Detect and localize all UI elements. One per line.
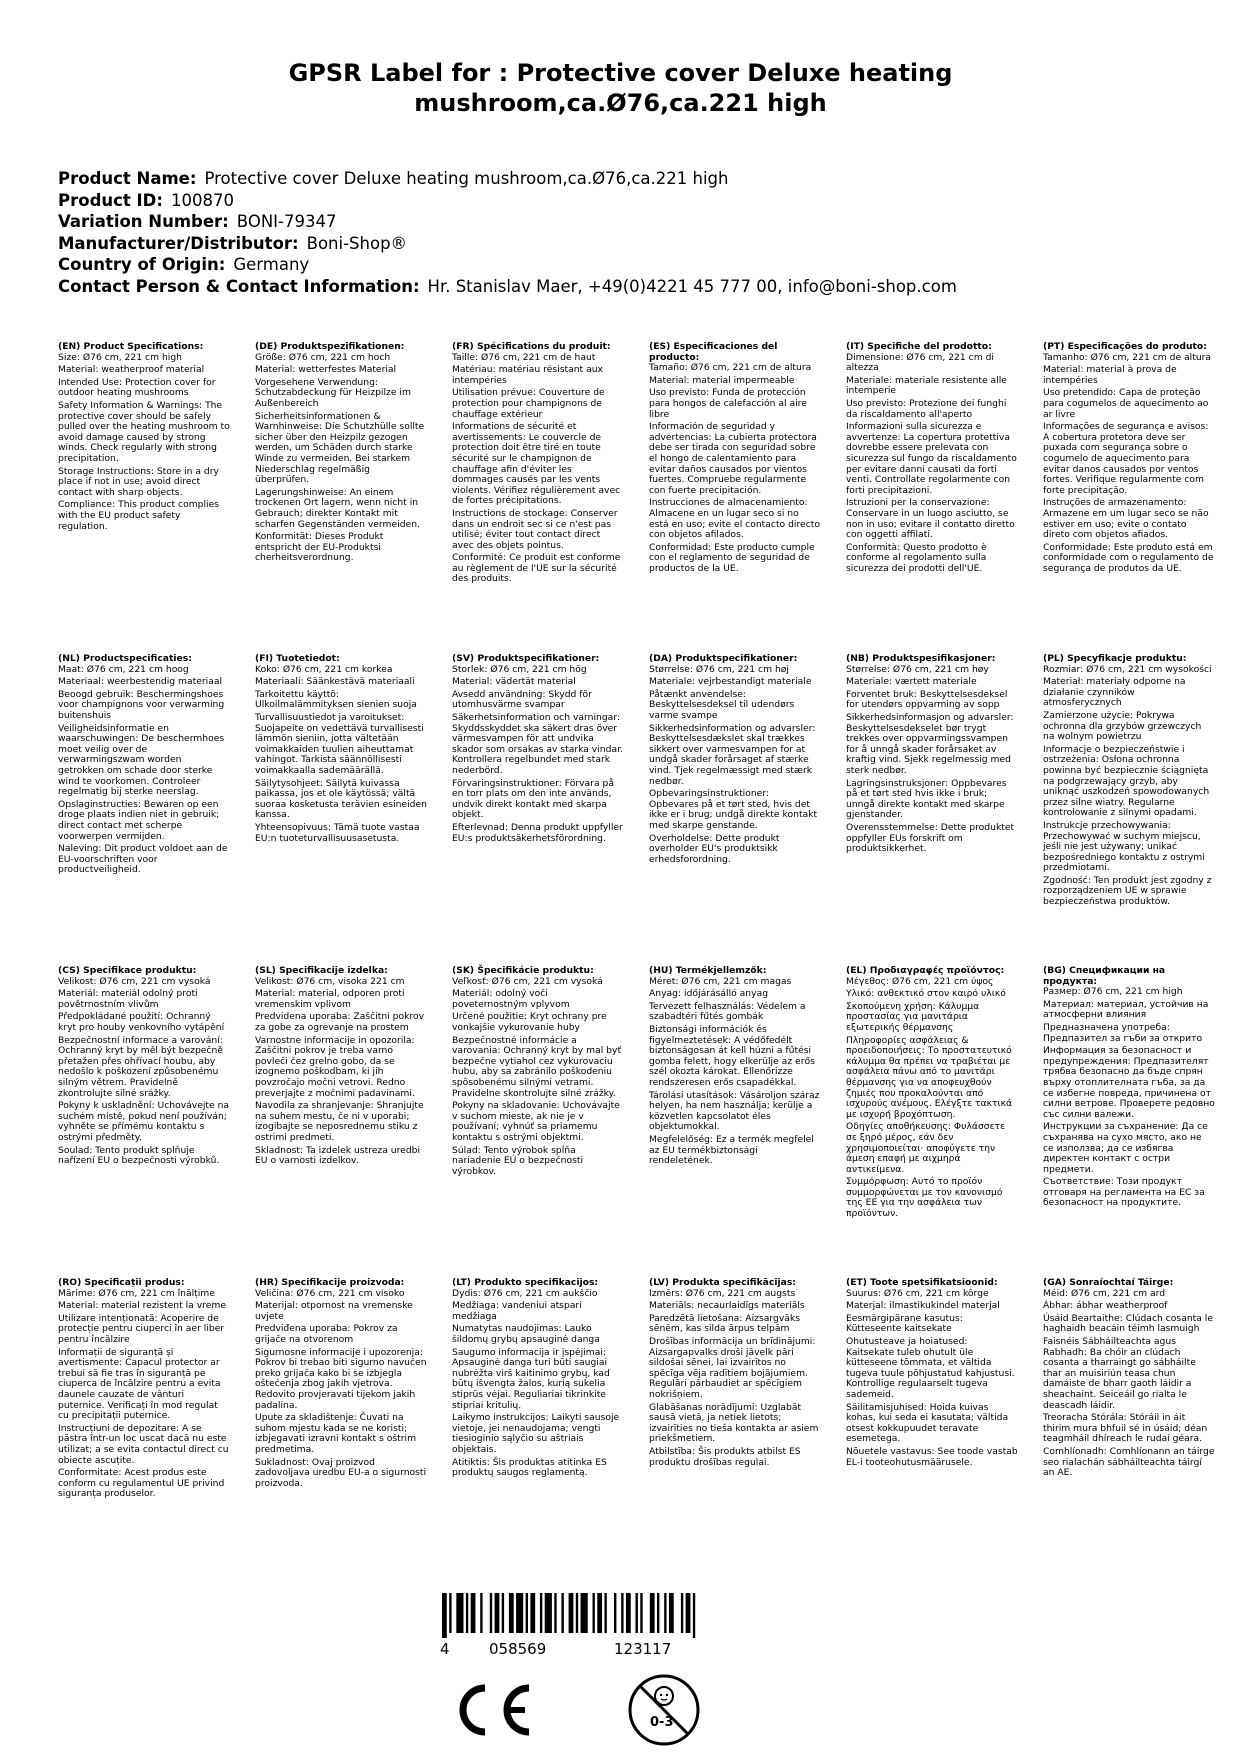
spec-line: Predvidena uporaba: Zaščitni pokrov za gobe za ogrevanje na prostem [255,1011,425,1033]
spec-line: Förvaringsinstruktioner: Förvara på en torr plats om den inte används, undvik direkt kontakt med skarpa objekt. [452,777,614,821]
spec-line: Velikost: Ø76 cm, 221 cm vysoká [58,975,211,987]
spec-line: Material: wetterfestes Material [255,364,397,376]
spec-line: Rozmiar: Ø76 cm, 221 cm wysokości [1043,663,1212,675]
spec-block [58,966,230,1169]
info-label: Contact Person & Contact Information: [58,276,420,296]
spec-line: Efterlevnad: Denna produkt uppfyller EU:s produktsäkerhetsförordning. [452,821,623,844]
spec-block [846,1278,1018,1470]
barcode-bar [509,1593,514,1633]
spec-line: Méid: Ø76 cm, 221 cm ard [1043,1287,1166,1299]
spec-line: Dydis: Ø76 cm, 221 cm aukščio [452,1287,598,1299]
spec-line: Conformité: Ce produit est conforme au règlement de l'UE sur la sécurité des produits. [452,552,621,585]
spec-line: Faisnéis Sábháilteachta agus Rabhadh: Ba chóir an clúdach cosanta a tharraingt go sábháilte thar an muisiriún teasa chun damáiste de bharr gaoth láidir a sheachaint. Seiceáil go rialta le deascadh láidir. [1043,1335,1196,1411]
spec-line: Izmērs: Ø76 cm, 221 cm augsts [649,1287,796,1299]
spec-heading: (PT) Especificações do produto: [1043,341,1207,352]
barcode-bar [540,1593,542,1633]
spec-line: Úsáid Beartaithe: Clúdach cosanta le haghaidh beacáin téimh lasmuigh [1043,1312,1214,1335]
title-line-1: GPSR Label for : Protective cover Deluxe heating [288,59,953,87]
spec-block [452,654,624,846]
info-label: Product ID: [58,190,163,210]
info-value: Hr. Stanislav Maer, +49(0)4221 45 777 00, info@boni-shop.com [427,276,957,296]
spec-line: Turvallisuustiedot ja varoitukset: Suojapeite on vedettävä turvallisesti lämmön sieniin, jotta vältetään voimakkaiden tuulien aiheuttamat vahingot. Tarkista säännöllisesti voimakkaalla sademäärällä. [255,711,424,776]
spec-heading: (HU) Termékjellemzők: [649,965,767,976]
barcode-digits-mid: 058569 [489,1640,547,1658]
spec-line: Upute za skladištenje: Čuvati na suhom mjestu kada se ne koristi; izbjegavati izravni kontakt s oštrim predmetima. [255,1412,417,1455]
spec-heading: (NB) Produktspesifikasjoner: [846,653,996,664]
barcode-digits-right: 123117 [614,1640,672,1658]
spec-block [846,966,1018,1222]
ce-mark-icon [455,1682,535,1738]
spec-line: Avsedd användning: Skydd för utomhusvärme svampar [452,688,592,711]
spec-heading: (SL) Specifikacije izdelka: [255,965,388,976]
spec-line: Instructions de stockage: Conserver dans un endroit sec si ce n'est pas utilisé; éviter tout contact direct avec des objets pointus. [452,507,618,551]
info-value: Boni-Shop® [306,233,408,253]
spec-block [255,1278,427,1491]
spec-line: Drošības informācija un brīdinājumi: Aizsargapvalks droši jāvelk pāri sildošai sēnei, lai izvairītos no spēcīga vēja radītiem bojājumiem. Regulāri pārbaudiet ar spēcīgiem nokrišņiem. [649,1335,816,1400]
barcode-bar [569,1593,574,1633]
spec-heading: (BG) Спецификации на продукта: [1043,965,1166,987]
spec-line: Skladnost: Ta izdelek ustreza uredbi EU o varnosti izdelkov. [255,1144,421,1167]
spec-block [1043,654,1215,910]
spec-line: Maat: Ø76 cm, 221 cm hoog [58,663,189,675]
info-value: 100870 [170,190,234,210]
spec-line: Μέγεθος: Ø76 cm, 221 cm ύψος [846,975,994,987]
spec-line: Material: material impermeable [649,374,795,386]
spec-line: Инструкции за съхранение: Да се съхранява на сухо място, ако не се използва; да се избягва директен контакт с остри предмети. [1043,1121,1208,1175]
barcode-bar [449,1593,451,1633]
spec-line: Comhlíonadh: Comhlíonann an táirge seo rialachán sábháilteachta táirgí an AE. [1043,1445,1215,1479]
spec-block [649,342,821,576]
spec-block [1043,342,1215,576]
spec-line: Sigurnosne informacije i upozorenja: Pokrov bi trebao biti sigurno navučen preko grijača kako bi se izbjegla oštećenja zbog jakih vjetrova. Redovito provjeravati tijekom jakih padalina. [255,1346,427,1411]
spec-heading: (IT) Specifiche del prodotto: [846,341,992,352]
spec-line: Conformidade: Este produto está em conformidade com o regulamento de segurança de produtos da UE. [1043,541,1214,574]
spec-line: Größe: Ø76 cm, 221 cm hoch [255,351,391,363]
barcode-bar [650,1593,655,1633]
spec-heading: (SK) Špecifikácie produktu: [452,965,594,976]
title-line-2: mushroom,ca.Ø76,ca.221 high [414,89,827,117]
spec-line: Størrelse: Ø76 cm, 221 cm høy [846,663,989,675]
info-row [58,233,957,255]
spec-line: Materiāls: necaurlaidīgs materiāls [649,1300,805,1312]
info-row [58,211,957,233]
info-row [58,168,957,190]
spec-line: Veiligheidsinformatie en waarschuwingen: De beschermhoes moet veilig over de verwarmingszwam worden getrokken om schade door sterke wind te voorkomen. Controleer regelmatig bij sterke neerslag. [58,722,225,798]
spec-block [649,1278,821,1470]
barcode-bar [490,1593,492,1633]
barcode-bar [636,1593,638,1633]
spec-line: Materiał: materiały odporne na działanie czynników atmosferycznych [1043,676,1186,709]
barcode-bar [576,1593,578,1633]
spec-line: Uso pretendido: Capa de proteção para cogumelos de aquecimento ao ar livre [1043,387,1209,420]
spec-line: Materiale: materiale resistente alle intemperie [846,374,1007,397]
spec-heading: (HR) Specifikacije proizvoda: [255,1277,405,1288]
spec-line: Medžiaga: vandeniui atspari medžiaga [452,1300,582,1322]
info-label: Product Name: [58,169,197,188]
spec-heading: (DE) Produktspezifikationen: [255,341,405,352]
spec-line: Материал: материал, устойчив на атмосферни влияния [1043,998,1209,1021]
spec-line: Laikymo instrukcijos: Laikyti sausoje vietoje, jei nenaudojama; vengti tiesioginio sąlyčio su aštriais objektais. [452,1412,620,1455]
spec-line: Navodila za shranjevanje: Shranjujte na suhem mestu, če ni v uporabi; izogibajte se neposrednemu stiku z ostrimi predmeti. [255,1100,424,1143]
spec-line: Materijal: otpornost na vremenske uvjete [255,1300,413,1322]
spec-line: Informazioni sulla sicurezza e avvertenze: La copertura protettiva dovrebbe essere prelevata con sicurezza sul fungo da riscaldamento per evitare danni causati da forti venti. Controllate regolarmente con forti precipitazioni. [846,421,1017,496]
spec-line: Glabāšanas norādījumi: Uzglabāt sausā vietā, ja netiek lietots; izvairīties no tieša kontakta ar asiem priekšmetiem. [649,1401,819,1445]
spec-heading: (ET) Toote spetsifikatsioonid: [846,1277,998,1288]
spec-heading: (FR) Spécifications du produit: [452,341,611,352]
barcode-bar [495,1593,500,1633]
spec-line: Varnostne informacije in opozorila: Zaščitni pokrov je treba varno povleči čez grelno gobo, da se izognemo poškodbam, ki jih povzročajo močni vetrovi. Redno preverjajte z močnimi padavinami. [255,1034,415,1099]
spec-block [846,342,1018,576]
info-row [58,254,957,276]
spec-line: Οδηγίες αποθήκευσης: Φυλάσσετε σε ξηρό μέρος, εάν δεν χρησιμοποιείται· αποφύγετε την άμεση επαφή με αιχμηρά αντικείμενα. [846,1121,1006,1175]
spec-line: Storlek: Ø76 cm, 221 cm hög [452,663,587,675]
spec-line: Overholdelse: Dette produkt overholder EU's produktsikk erhedsforordning. [649,832,780,865]
spec-block [58,342,230,534]
spec-line: Sikkerhedsinformation og advarsler: Beskyttelsesdækslet skal trækkes sikkert over varmesvampen for at undgå skader forårsaget af stærke vind. Tjek regelmæssigt med stærk nedbør. [649,722,816,787]
barcode-bar [545,1593,552,1633]
barcode-bar [626,1593,631,1633]
barcode-bar [664,1593,666,1633]
spec-line: Materiale: værtett materiale [846,676,977,688]
spec-line: Sikkerhedsinformasjon og advarsler: Beskyttelsesdekselet bør trygt trekkes over oppvarmingssvampen for å unngå skader forårsaket av kraftig vind. Sjekk regelmessig med sterk nedbør. [846,711,1014,776]
spec-block [255,654,427,846]
spec-line: Materiál: odolný voči poveternostným vplyvom [452,988,570,1010]
spec-line: Materiale: vejrbestandigt materiale [649,676,812,688]
spec-line: Utilisation prévue: Couverture de protection pour champignons de chauffage extérieur [452,387,605,420]
spec-line: Koko: Ø76 cm, 221 cm korkea [255,663,393,675]
barcode-bar [581,1593,588,1633]
spec-block [58,1278,230,1502]
spec-line: Συμμόρφωση: Αυτό το προϊόν συμμορφώνεται με τον κανονισμό της ΕΕ για την ασφάλεια των προϊόντων. [846,1176,1003,1220]
spec-heading: (FI) Tuotetiedot: [255,653,340,664]
spec-line: Størrelse: Ø76 cm, 221 cm høj [649,663,789,675]
spec-line: Säilitamisjuhised: Hoida kuivas kohas, kui seda ei kasutata; vältida otsest kokkupuudet teravate esemetega. [846,1401,1009,1445]
spec-line: Informations de sécurité et avertissements: Le couvercle de protection doit être tiré en toute sécurité sur le champignon de chauffage afin d'éviter les dommages causés par les vents violents. Vérifiez régulièrement avec de fortes précipitations. [452,421,621,507]
spec-line: Sukladnost: Ovaj proizvod zadovoljava uredbu EU-a o sigurnosti proizvoda. [255,1456,427,1489]
info-label: Variation Number: [58,212,229,231]
spec-heading: (CS) Specifikace produktu: [58,965,197,976]
spec-line: Lagerungshinweise: An einem trockenen Ort lagern, wenn nicht in Gebrauch; direkter Kontakt mit scharfen Gegenständen vermeiden. [255,486,420,530]
spec-line: Yhteensopivuus: Tämä tuote vastaa EU:n tuoteturvallisuusasetusta. [255,821,420,844]
spec-block [452,966,624,1179]
spec-line: Informații de siguranță și avertismente: Capacul protector ar trebui să fie tras în siguranță pe ciuperca de încălzire pentru a evita daunele cauzate de vânturi puternice. Verificați în mod regulat cu precipitații puternice. [58,1346,221,1422]
spec-line: Biztonsági információk és figyelmeztetések: A védőfedélt biztonságosan át kell húzni a fűtési gomba felett, hogy elkerülje az erős szél okozta károkat. Ellenőrizze rendszeresen erős csapadékkal. [649,1023,815,1088]
spec-line: Nõuetele vastavus: See toode vastab EL-i tooteohutusmäärusele. [846,1445,1018,1468]
info-label: Country of Origin: [58,255,226,274]
spec-line: Materjal: ilmastikukindel materjal [846,1300,1000,1312]
spec-block [1043,966,1215,1211]
spec-block [452,1278,624,1481]
spec-line: Beoogd gebruik: Beschermingshoes voor champignons voor verwarming buitenshuis [58,688,225,721]
barcode-bar [466,1593,468,1633]
spec-heading: (RO) Specificații produs: [58,1277,185,1288]
spec-line: Instrucțiuni de depozitare: A se păstra într-un loc uscat dacă nu este utilizat; a se evita contactul direct cu obiecte ascuțite. [58,1422,229,1466]
spec-line: Compliance: This product complies with the EU product safety regulation. [58,499,220,532]
spec-line: Pokyny na skladovanie: Uchovávajte v suchom mieste, ak nie je v používaní; vyhnúť sa priamemu kontaktu s ostrými objektmi. [452,1100,620,1143]
barcode-digits-left: 4 [440,1640,450,1658]
spec-line: Atitiktis: Šis produktas atitinka ES produktų saugos reglamentą. [452,1456,607,1479]
spec-heading: (EL) Προδιαγραφές προϊόντος: [846,965,1005,976]
spec-line: Υλικό: ανθεκτικό στον καιρό υλικό [846,988,1006,1000]
spec-line: Bezpečnostné informácie a varovania: Ochranný kryt by mal byť bezpečne vytiahol cez vykurovaciu hubu, aby sa zabránilo poškodeniu spôsobenému silnými vetrami. Pravidelne skontrolujte silné zrážky. [452,1034,622,1099]
spec-heading: (LT) Produkto specifikacijos: [452,1277,599,1288]
spec-line: Instruções de armazenamento: Armazene em um lugar seco se não estiver em uso; evite o contato direto com objetos afiados. [1043,497,1209,541]
spec-heading: (GA) Sonraíochtaí Táirge: [1043,1277,1174,1288]
spec-heading: (ES) Especificaciones del producto: [649,341,778,363]
spec-line: Zamierzone użycie: Pokrywa ochronna dla grzybów grzewczych na wolnym powietrzu [1043,709,1202,743]
spec-line: Tarkoitettu käyttö: Ulkoilmalämmityksen sienien suoja [255,688,417,711]
barcode-bar [561,1593,563,1633]
spec-line: Съответствие: Този продукт отговаря на регламента на ЕС за безопасност на продуктите. [1043,1176,1205,1209]
spec-block [649,654,821,867]
spec-line: Veľkosť: Ø76 cm, 221 cm vysoká [452,975,603,987]
spec-line: Materiál: materiál odolný proti povětrnostním vlivům [58,988,198,1010]
spec-line: Utilizare intenționată: Acoperire de protecție pentru ciuperci în aer liber pentru încălzire [58,1312,225,1345]
spec-line: Dimensione: Ø76 cm, 221 cm di altezza [846,351,994,374]
spec-heading: (PL) Specyfikacje produktu: [1043,653,1187,664]
spec-line: Предназначена употреба: Предпазител за гъби за открито [1043,1021,1203,1044]
barcode-bar [442,1593,447,1638]
barcode-bar [516,1593,523,1633]
spec-heading: (EN) Product Specifications: [58,341,204,352]
spec-line: Säkerhetsinformation och varningar: Skyddsskyddet ska säkert dras över värmesvampen för att undvika skador som orsakas av starka vindar. Kontrollera regelbundet med stark nederbörd. [452,711,623,776]
barcode-bar [530,1593,535,1633]
barcode-bar [471,1593,476,1633]
spec-line: Velikost: Ø76 cm, visoka 221 cm [255,975,405,987]
spec-line: Uso previsto: Protezione dei funghi da riscaldamento all'aperto [846,397,1007,420]
info-row [58,190,957,212]
spec-line: Material: vädertät material [452,676,576,688]
spec-line: Megfelelőség: Ez a termék megfelel az EU termékbiztonsági rendeletének. [649,1133,814,1167]
spec-line: Určené použitie: Kryt ochrany pre vonkajšie vykurovanie huby [452,1011,607,1033]
barcode-bar [640,1593,642,1633]
spec-line: Informações de segurança e avisos: A cobertura protetora deve ser puxada com segurança sobre o cogumelo de aquecimento para evitar danos causados por ventos fortes. Verifique regularmente com forte precipitação. [1043,421,1209,496]
spec-line: Conformidad: Este producto cumple con el reglamento de seguridad de productos de la UE. [649,541,815,574]
spec-heading: (LV) Produkta specifikācijas: [649,1277,796,1288]
spec-line: Instrucciones de almacenamiento: Almacene en un lugar seco si no está en uso; evite el contacto directo con objetos afilados. [649,497,820,541]
spec-line: Bezpečnostní informace a varování: Ochranný kryt by měl být bezpečně přetažen přes ohřívací houbu, aby nedošlo k poškození způsobenému silným větrem. Pravidelně zkontrolujte silné srážky. [58,1034,223,1099]
barcode-bar [554,1593,556,1633]
spec-line: Uso previsto: Funda de protección para hongos de calefacción al aire libre [649,387,807,420]
spec-line: Veličina: Ø76 cm, 221 cm visoko [255,1287,405,1299]
spec-line: Intended Use: Protection cover for outdoor heating mushrooms [58,376,216,399]
spec-line: Påtænkt anvendelse: Beskyttelsesdeksel til udendørs varme svampe [649,688,795,721]
barcode-bar [502,1593,504,1633]
spec-line: Méret: Ø76 cm, 221 cm magas [649,975,792,987]
spec-line: Size: Ø76 cm, 221 cm high [58,351,182,363]
barcode-bar [669,1593,674,1633]
spec-line: Anyag: időjárásálló anyag [649,988,769,1000]
barcode-bar [526,1593,528,1633]
spec-line: Předpokládané použití: Ochranný kryt pro houby venkovního vytápění [58,1011,225,1033]
info-value: BONI-79347 [236,212,337,231]
spec-line: Säilytysohjeet: Säilytä kuivassa paikassa, jos et ole käytössä; vältä suoraa kosketusta terävien esineiden kanssa. [255,777,427,821]
spec-line: Sicherheitsinformationen & Warnhinweise: Die Schutzhülle sollte sicher über den Heizpilz gezogen werden, um Schäden durch starke Winde zu vermeiden. Bei starkem Niederschlag regelmäßig überprüfen. [255,410,425,486]
spec-line: Storage Instructions: Store in a dry place if not in use; avoid direct contact with sharp objects. [58,465,219,498]
barcode-bar [621,1593,623,1633]
info-label: Manufacturer/Distributor: [58,233,299,253]
spec-line: Taille: Ø76 cm, 221 cm de haut [452,351,596,363]
spec-line: Predviđena uporaba: Pokrov za grijače na otvorenom [255,1323,398,1345]
spec-line: Conformità: Questo prodotto è conforme al regolamento sulla sicurezza dei prodotti dell'UE. [846,541,987,574]
spec-line: Opslaginstructies: Bewaren op een droge plaats indien niet in gebruik; direct contact met scherpe voorwerpen vermijden. [58,798,220,842]
spec-line: Suurus: Ø76 cm, 221 cm kõrge [846,1287,989,1299]
spec-line: Material: material rezistent la vreme [58,1300,226,1312]
barcode-bar [480,1593,482,1633]
no-children-0-3-icon [626,1672,702,1748]
info-value: Protective cover Deluxe heating mushroom,ca.Ø76,ca.221 high [204,169,729,188]
spec-line: Material: material, odporen proti vremenskim vplivom [255,988,405,1010]
spec-line: Mărime: Ø76 cm, 221 cm înălțime [58,1287,215,1299]
spec-line: Atbilstība: Šis produkts atbilst ES produktu drošības regulai. [649,1445,801,1468]
spec-block [255,966,427,1169]
spec-block [649,966,821,1169]
spec-block [846,654,1018,857]
spec-line: Pokyny k uskladnění: Uchovávejte na suchém místě, pokud není používán; vyhněte se přímému kontaktu s ostrými předměty. [58,1100,230,1143]
barcode-bar [657,1593,659,1633]
spec-line: Safety Information & Warnings: The protective cover should be safely pulled over the heating mushroom to avoid damage caused by strong winds. Check regularly with strong precipitation. [58,399,230,464]
spec-line: Saugumo informacija ir įspėjimai: Apsauginė danga turi būti saugiai nubrėžta virš kaitinimo grybų, kad būtų išvengta žalos, kurią sukelia stiprūs vėjai. Reguliariai tikrinkite stipriai kritulių. [452,1346,610,1411]
info-row [58,276,957,298]
spec-line: Tervezett felhasználás: Védelem a szabadtéri fűtés gombák [649,1000,806,1023]
barcode-bar [614,1593,616,1633]
barcode-bar [593,1593,595,1633]
spec-line: Konformität: Dieses Produkt entspricht der EU-Produktsi cherheitsverordnung. [255,531,384,564]
spec-line: Lagringsinstruksjoner: Oppbevares på et tørt sted hvis ikke i bruk; unngå direkte kontakt med skarpe gjenstander. [846,777,1007,821]
spec-line: Información de seguridad y advertencias: La cubierta protectora debe ser tirada con seguridad sobre el hongo de calentamiento para evitar daños causados por vientos fuertes. Compruebe regularmente con fuerte precipitación. [649,421,817,496]
label-title [0,58,1241,118]
spec-line: Ohutusteave ja hoiatused: Kaitsekate tuleb ohutult üle kütteseene tõmmata, et vältida tugeva tuule põhjustatud kahjustusi. Kontrollige regulaarselt tugeva sademeid. [846,1335,1015,1400]
spec-heading: (DA) Produktspecifikationer: [649,653,798,664]
spec-line: Overensstemmelse: Dette produktet oppfyller EUs forskrift om produktsikkerhet. [846,821,1015,855]
spec-line: Σκοπούμενη χρήση: Κάλυμμα προστασίας για μανιτάρια εξωτερικής θέρμανσης [846,1000,980,1033]
barcode-bar [681,1593,683,1633]
barcode [442,1593,700,1638]
info-value: Germany [233,255,310,274]
spec-line: Naleving: Dit product voldoet aan de EU-voorschriften voor productveiligheid. [58,843,228,876]
spec-line: Размер: Ø76 cm, 221 cm high [1043,986,1183,998]
spec-heading: (SV) Produktspecifikationer: [452,653,600,664]
spec-line: Conformitate: Acest produs este conform cu regulamentul UE privind siguranța produselor. [58,1467,225,1500]
spec-line: Информация за безопасност и предупреждения: Предпазителят трябва безопасно да бъде спрян върху отоплителната гъба, за да се избегне повреда, причинена от силни ветрове. Проверете редовно със силни валежи. [1043,1045,1215,1120]
spec-line: Materiaali: Säänkestävä materiaali [255,676,415,688]
spec-line: Πληροφορίες ασφάλειας & προειδοποιήσεις: Το προστατευτικό κάλυμμα θα πρέπει να τραβιέται με ασφάλεια πάνω από το μανιτάρι θέρμανσης για να αποφευχθούν ζημιές που προκαλούνται από ισχυρούς ανέμους. Ελέγξτε τακτικά με ισχυρή βροχόπτωση. [846,1034,1013,1120]
product-info [58,168,957,297]
spec-line: Matériau: matériau résistant aux intempéries [452,364,603,386]
spec-line: Vorgesehene Verwendung: Schutzabdeckung für Heizpilze im Außenbereich [255,376,411,409]
spec-line: Instrukcje przechowywania: Przechowywać w suchym miejscu, jeśli nie jest używany; unikać bezpośredniego kontaktu z ostrymi przedmiotami. [1043,819,1205,874]
spec-line: Material: weatherproof material [58,364,205,376]
spec-line: Tamaño: Ø76 cm, 221 cm de altura [649,362,812,374]
spec-line: Numatytas naudojimas: Lauko šildomų grybų apsauginė danga [452,1323,600,1345]
spec-line: Material: material à prova de intempéries [1043,364,1177,386]
barcode-bar [597,1593,602,1633]
spec-block [255,342,427,566]
spec-line: Súlad: Tento výrobok spĺňa nariadenie EÚ o bezpečnosti výrobkov. [452,1144,584,1177]
spec-line: Informacje o bezpieczeństwie i ostrzeżenia: Osłona ochronna powinna być bezpiecznie ściągnięta na podgrzewający grzyb, aby uniknąć uszkodzeń spowodowanych przez silne wiatry. Regularne kontrolowanie z silnymi opadami. [1043,743,1210,819]
spec-line: Eesmärgipärane kasutus: Kütteseente kaitsekate [846,1312,963,1335]
barcode-bar [456,1593,463,1633]
spec-line: Tárolási utasítások: Vásároljon száraz helyen, ha nem használja; kerülje a közvetlen kapcsolatot éles objektumokkal. [649,1089,820,1133]
spec-line: Treoracha Stórála: Stóráil in áit thirim mura bhfuil sé in úsáid; déan teagmháil dhíreach le rudaí géara. [1043,1412,1208,1445]
spec-line: Ábhar: ábhar weatherproof [1043,1300,1168,1312]
spec-heading: (NL) Productspecificaties: [58,653,192,664]
spec-line: Materiaal: weerbestendig materiaal [58,676,223,688]
age-label: 0-3 [650,1715,674,1730]
spec-line: Opbevaringsinstruktioner: Opbevares på et tørt sted, hvis det ikke er i brug; undgå direkte kontakt med skarpe genstande. [649,788,818,831]
spec-block [452,342,624,587]
spec-line: Istruzioni per la conservazione: Conservare in un luogo asciutto, se non in uso; evitare il contatto diretto con oggetti affilati. [846,497,1015,541]
barcode-bar [693,1593,695,1638]
spec-line: Soulad: Tento produkt splňuje nařízení EU o bezpečnosti výrobků. [58,1144,220,1167]
spec-line: Forventet bruk: Beskyttelsesdeksel for utendørs oppvarming av sopp [846,688,1008,711]
spec-block [58,654,230,878]
barcode-bar [686,1593,691,1633]
spec-line: Paredzētā lietošana: Aizsargvāks sēnēm, kas silda ārpus telpām [649,1312,801,1335]
barcode-bar [604,1593,606,1633]
spec-line: Tamanho: Ø76 cm, 221 cm de altura [1043,351,1212,363]
spec-line: Zgodność: Ten produkt jest zgodny z rozporządzeniem UE w sprawie bezpieczeństwa produktów. [1043,874,1212,908]
spec-block [1043,1278,1215,1481]
